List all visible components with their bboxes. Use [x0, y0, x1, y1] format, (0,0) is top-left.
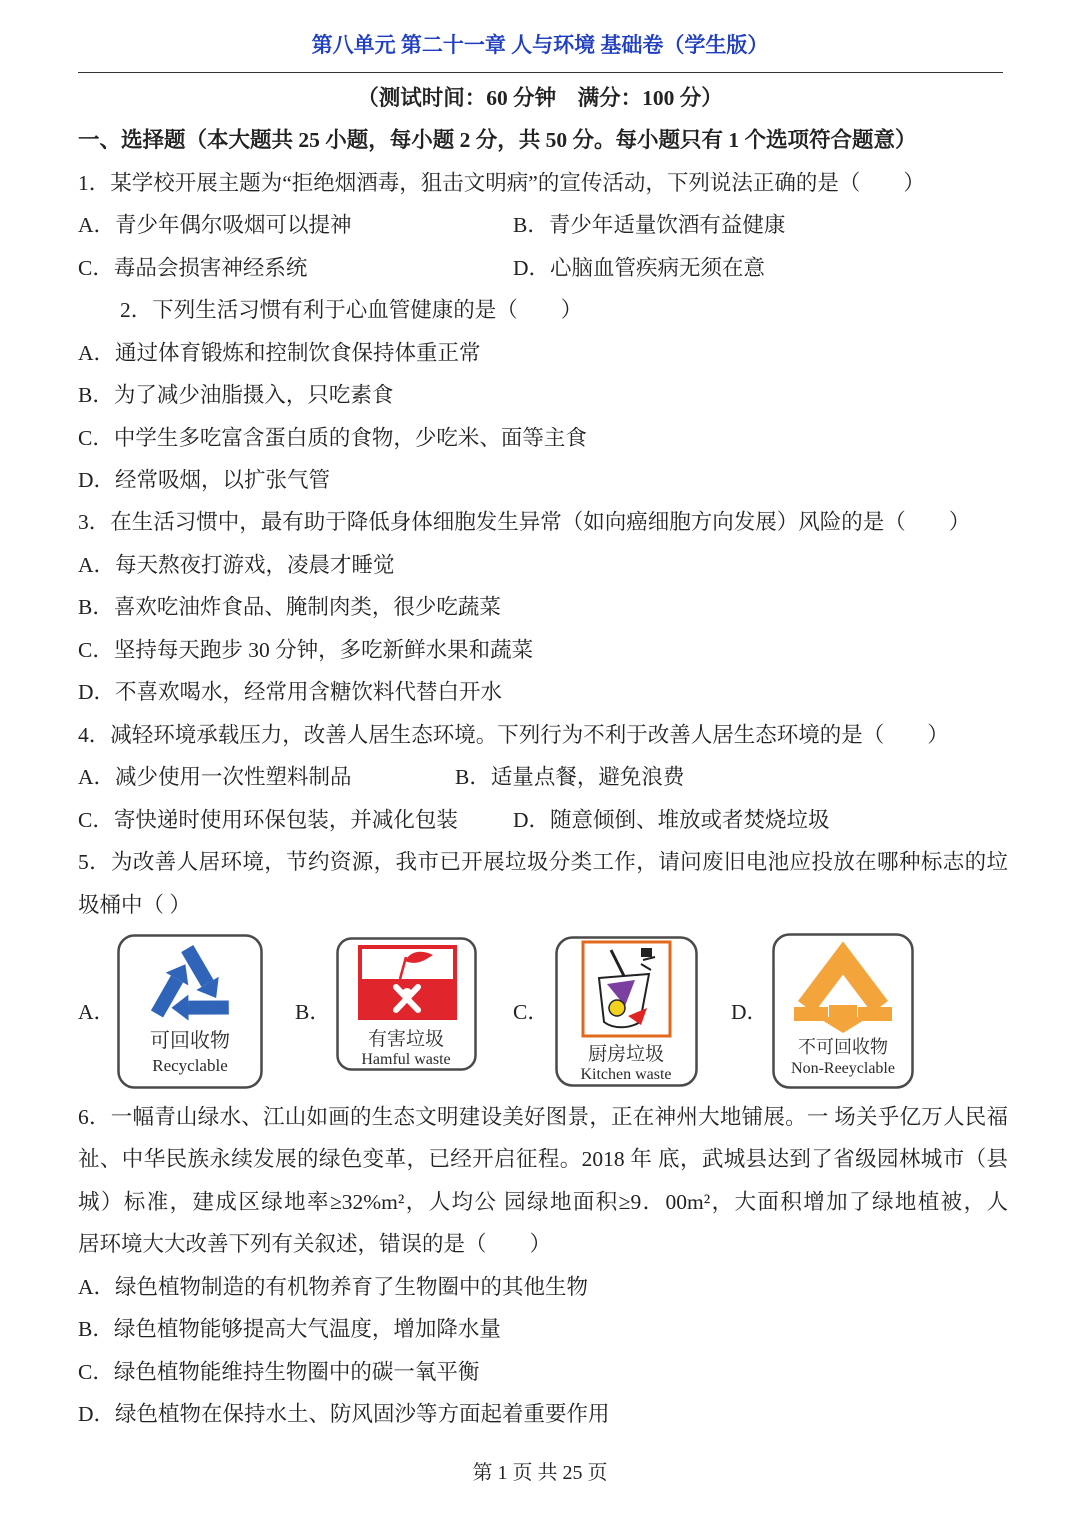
q1-option-b: B．青少年适量饮酒有益健康 [513, 213, 786, 237]
q2-option-c: C．中学生多吃富含蛋白质的食物，少吃米、面等主食 [78, 426, 587, 450]
q6-stem-line-1: 6．一幅青山绿水、江山如画的生态文明建设美好图景，正在神州大地铺展。一 场关乎亿万人民福 [78, 1105, 1008, 1129]
bin-label-en: Kitchen waste [580, 1066, 672, 1083]
bin-label-cn: 厨房垃圾 [587, 1043, 665, 1065]
kitchen-waste-sign [555, 936, 698, 1087]
kitchen-sign-graphic [555, 936, 698, 1087]
q4-option-b: B．适量点餐，避免浪费 [455, 765, 685, 789]
page-header-title: 第八单元 第二十一章 人与环境 基础卷（学生版） [311, 33, 769, 57]
q3-option-b: B．喜欢吃油炸食品、腌制肉类，很少吃蔬菜 [78, 595, 501, 619]
q5-stem-line-2: 圾桶中（ ） [78, 893, 191, 917]
q1-option-c: C．毒品会损害神经系统 [78, 256, 308, 280]
q4-option-a: A．减少使用一次性塑料制品 [78, 765, 352, 789]
q2-option-b: B．为了减少油脂摄入，只吃素食 [78, 383, 394, 407]
q5-option-d: D． [731, 1000, 769, 1024]
bin-label-cn: 不可回收物 [798, 1037, 888, 1058]
q5-stem-line-1: 5．为改善人居环境，节约资源，我市已开展垃圾分类工作，请问废旧电池应投放在哪种标志的垃 [78, 850, 1008, 874]
kitchen-waste-icon [583, 942, 670, 1036]
q4-option-d: D．随意倾倒、堆放或者焚烧垃圾 [513, 808, 830, 832]
q6-option-c: C．绿色植物能维持生物圈中的碳一氧平衡 [78, 1360, 480, 1384]
q2-option-a: A．通过体育锻炼和控制饮食保持体重正常 [78, 341, 481, 365]
test-time-info: （测试时间：60 分钟 满分：100 分） [357, 86, 723, 110]
q3-option-c: C．坚持每天跑步 30 分钟，多吃新鲜水果和蔬菜 [78, 638, 534, 662]
q5-option-c: C． [513, 1000, 549, 1024]
q6-option-a: A．绿色植物制造的有机物养育了生物圈中的其他生物 [78, 1275, 589, 1299]
q1-option-a: A．青少年偶尔吸烟可以提神 [78, 213, 352, 237]
q2-stem: 2．下列生活习惯有利于心血管健康的是（ ） [120, 298, 583, 322]
q3-option-a: A．每天熬夜打游戏，凌晨才睡觉 [78, 553, 395, 577]
section-heading: 一、选择题（本大题共 25 小题，每小题 2 分，共 50 分。每小题只有 1 个选项符合题意） [78, 128, 917, 152]
bin-label-cn: 有害垃圾 [367, 1028, 445, 1050]
q3-option-d: D．不喜欢喝水，经常用含糖饮料代替白开水 [78, 680, 503, 704]
q4-option-c: C．寄快递时使用环保包装，并减化包装 [78, 808, 458, 832]
q5-option-a: A． [78, 1000, 116, 1024]
q6-option-d: D．绿色植物在保持水土、防风固沙等方面起着重要作用 [78, 1402, 610, 1426]
page-footer-number: 第 1 页 共 25 页 [472, 1462, 608, 1484]
hazard-icon [358, 945, 457, 1020]
bin-label-cn: 可回收物 [150, 1028, 230, 1052]
q2-option-d: D．经常吸烟，以扩张气管 [78, 468, 331, 492]
q3-stem: 3．在生活习惯中，最有助于降低身体细胞发生异常（如向癌细胞方向发展）风险的是（ ） [78, 510, 971, 534]
q6-option-b: B．绿色植物能够提高大气温度，增加降水量 [78, 1317, 501, 1341]
q1-option-d: D．心脑血管疾病无须在意 [513, 256, 766, 280]
q5-option-b: B． [295, 1000, 331, 1024]
q6-stem-line-2: 祉、中华民族永续发展的绿色变革，已经开启征程。2018 年 底，武城县达到了省级园林城市（县 [78, 1147, 1008, 1171]
non-recyclable-sign [772, 933, 914, 1089]
bin-label-en: Non-Reeyclable [791, 1060, 895, 1077]
hazardous-waste-sign [336, 937, 477, 1071]
q1-stem: 1．某学校开展主题为“拒绝烟酒毒，狙击文明病”的宣传活动，下列说法正确的是（ ） [78, 171, 925, 195]
recyclable-sign-graphic [117, 934, 263, 1089]
q6-stem-line-3: 城）标准，建成区绿地率≥32%m²，人均公 园绿地面积≥9．00m²，大面积增加了绿地植被，人 [78, 1190, 1008, 1214]
q6-stem-line-4: 居环境大大改善下列有关叙述，错误的是（ ） [78, 1232, 552, 1256]
non-recyclable-sign-graphic [772, 933, 914, 1089]
bin-label-en: Hamful waste [361, 1051, 451, 1068]
header-divider [78, 72, 1003, 73]
q4-stem: 4．减轻环境承载压力，改善人居生态环境。下列行为不利于改善人居生态环境的是（ ） [78, 723, 949, 747]
recyclable-sign [117, 934, 263, 1089]
bin-label-en: Recyclable [152, 1056, 228, 1075]
hazardous-sign-graphic [336, 937, 477, 1071]
